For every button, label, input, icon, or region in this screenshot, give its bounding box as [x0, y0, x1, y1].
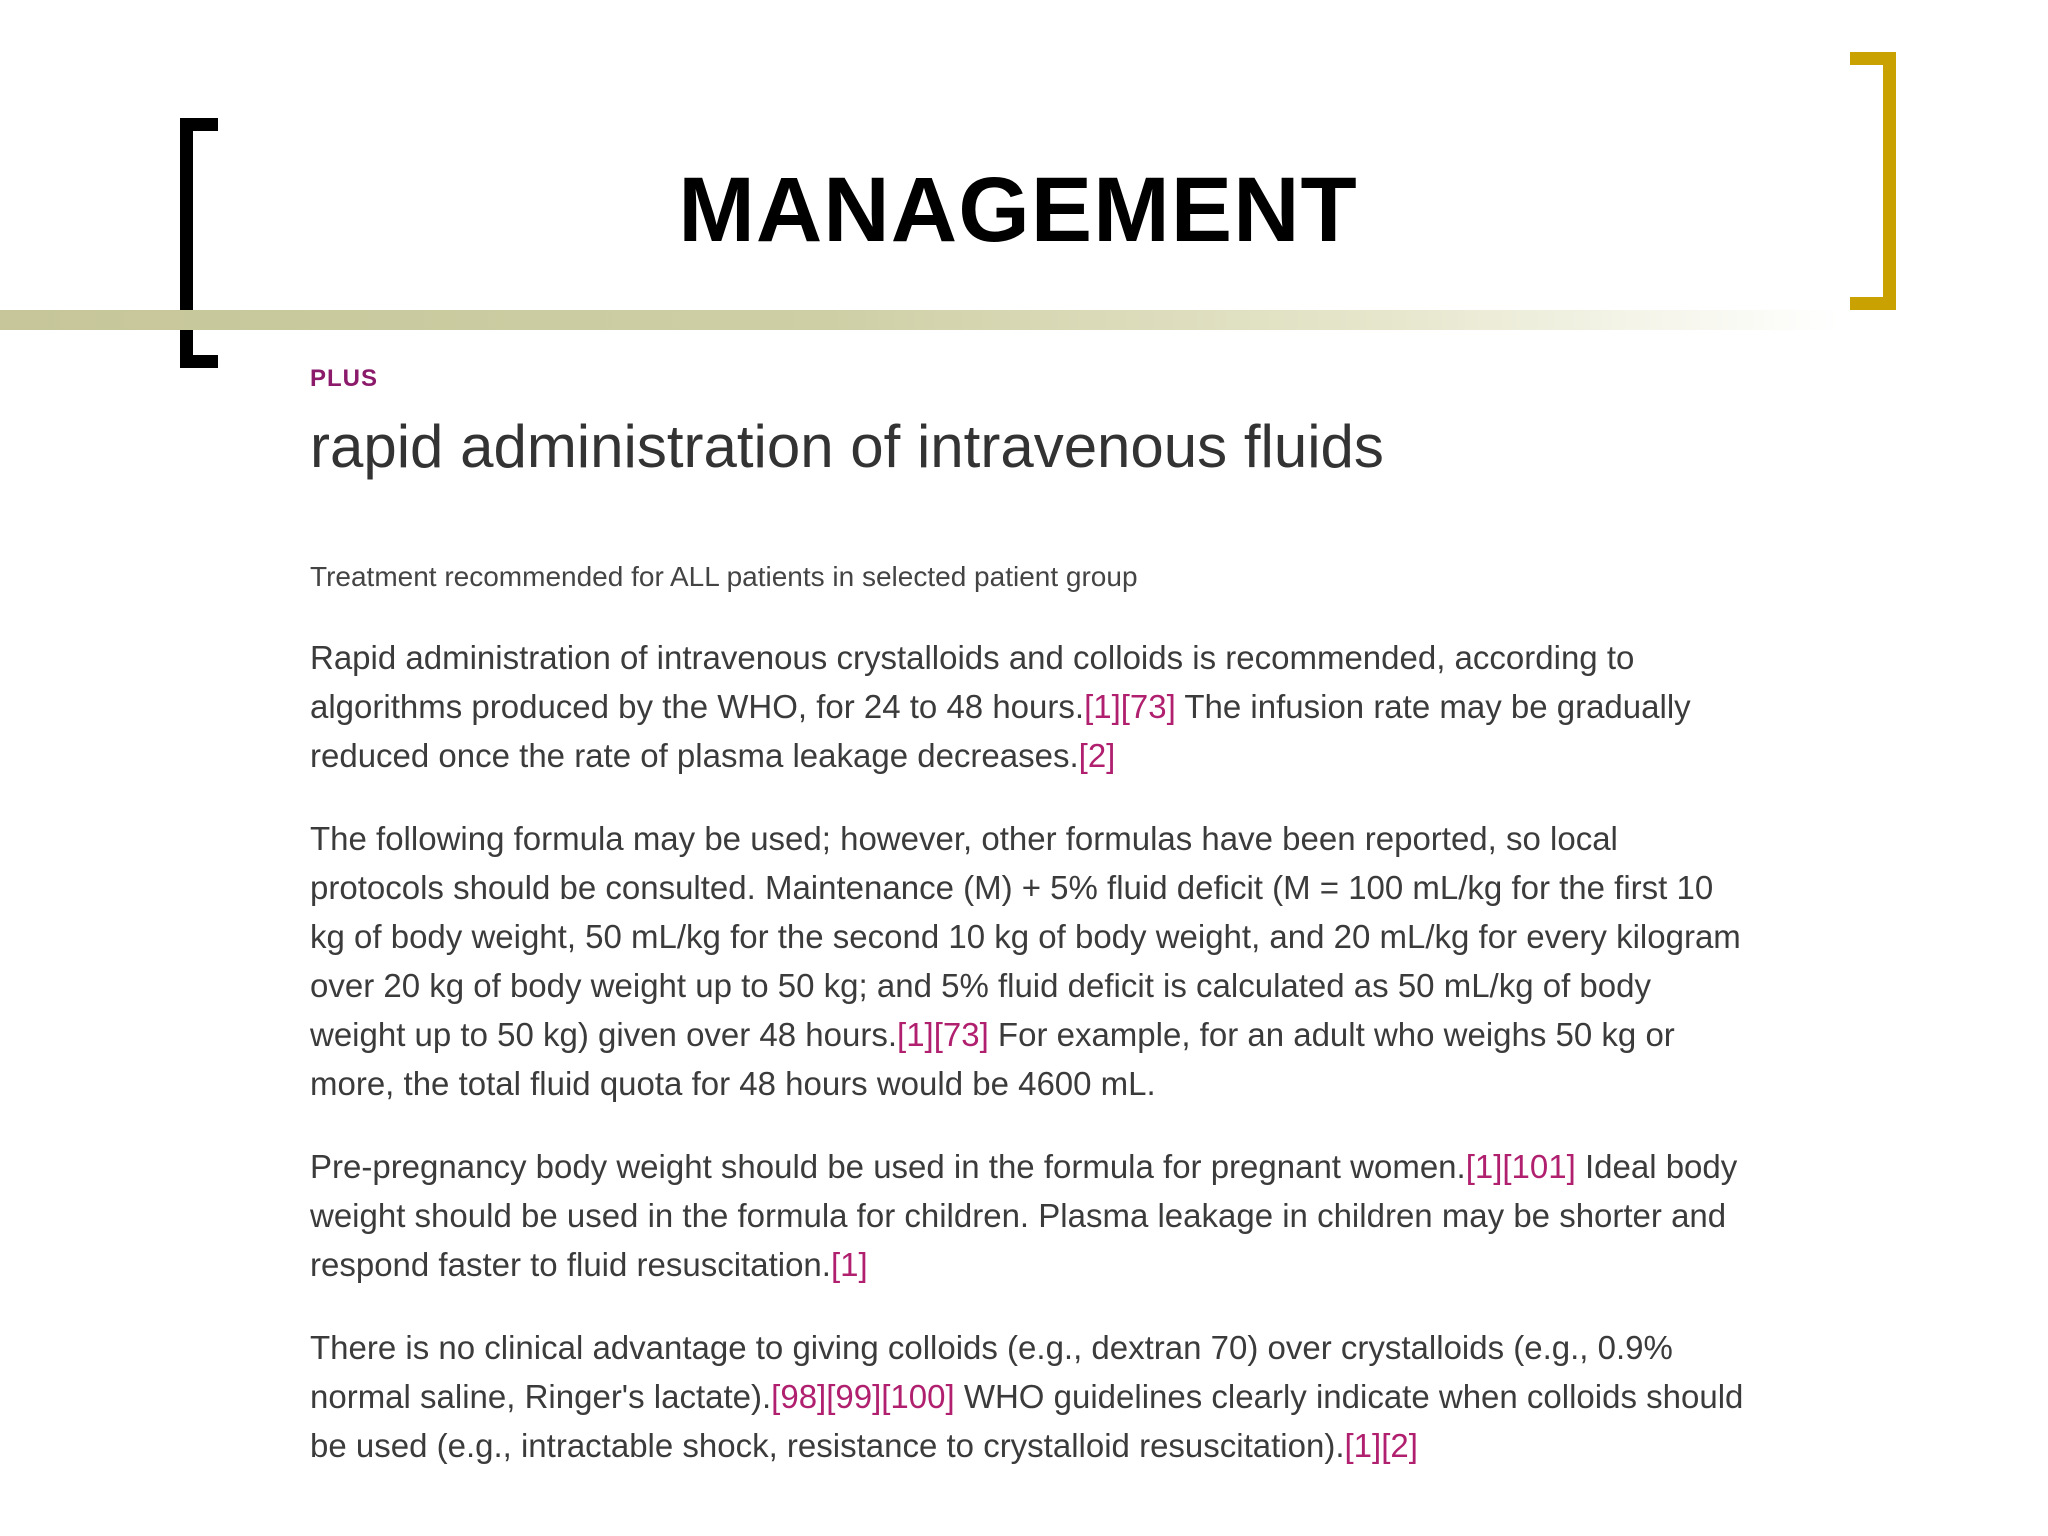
treatment-heading: rapid administration of intravenous fluids	[310, 413, 1384, 480]
reference-link[interactable]: [1][73]	[1084, 688, 1176, 725]
reference-link[interactable]: [98][99][100]	[771, 1378, 955, 1415]
paragraph-colloids	[310, 1323, 1750, 1470]
reference-link[interactable]: [2]	[1078, 737, 1116, 774]
reference-link[interactable]: [1][2]	[1344, 1427, 1418, 1464]
paragraph-text: For example, for an adult who weighs 50 kg or more, the total fluid quota for 48 hours would be 4600 mL.	[310, 1016, 1675, 1102]
paragraph-text: Ideal body weight should be used in the formula for children. Plasma leakage in children may be shorter and respond faster to fluid resuscitation.	[310, 1148, 1738, 1283]
reference-link[interactable]: [1][73]	[897, 1016, 989, 1053]
paragraph-rapid-administration	[310, 633, 1750, 780]
reference-link[interactable]: [1]	[830, 1246, 868, 1283]
plus-tag: PLUS	[310, 365, 379, 392]
paragraph-formula	[310, 814, 1750, 1108]
paragraph-text: There is no clinical advantage to giving colloids (e.g., dextran 70) over crystalloids (e.g., 0.9% normal saline, Ringer's lactate).	[310, 1329, 1673, 1415]
slide-title: MANAGEMENT	[678, 159, 1358, 261]
title-band	[0, 0, 2048, 330]
paragraph-text: The following formula may be used; however, other formulas have been reported, so local protocols should be consulted. Maintenance (M) + 5% fluid deficit (M = 100 mL/kg for the first 10 kg of body weight, 50 mL/kg for the second 10 kg of body weight, and 20 mL/kg for every kilogram over 20 kg of body weight up to 50 kg; and 5% fluid deficit is calculated as 50 mL/kg of body weight up to 50 kg) given over 48 hours.	[310, 820, 1741, 1053]
paragraph-text: Rapid administration of intravenous crystalloids and colloids is recommended, according to algorithms produced by the WHO, for 24 to 48 hours.	[310, 639, 1635, 725]
paragraph-body-weight	[310, 1142, 1750, 1289]
title-underline-rule	[0, 310, 1840, 330]
recommendation-note: Treatment recommended for ALL patients in selected patient group	[310, 561, 1138, 592]
paragraph-text: WHO guidelines clearly indicate when colloids should be used (e.g., intractable shock, resistance to crystalloid resuscitation).	[310, 1378, 1744, 1464]
reference-link[interactable]: [1][101]	[1465, 1148, 1576, 1185]
paragraph-text: The infusion rate may be gradually reduced once the rate of plasma leakage decreases.	[310, 688, 1691, 774]
screenshot-content	[310, 365, 1750, 1504]
paragraph-text: Pre-pregnancy body weight should be used in the formula for pregnant women.	[310, 1148, 1466, 1185]
